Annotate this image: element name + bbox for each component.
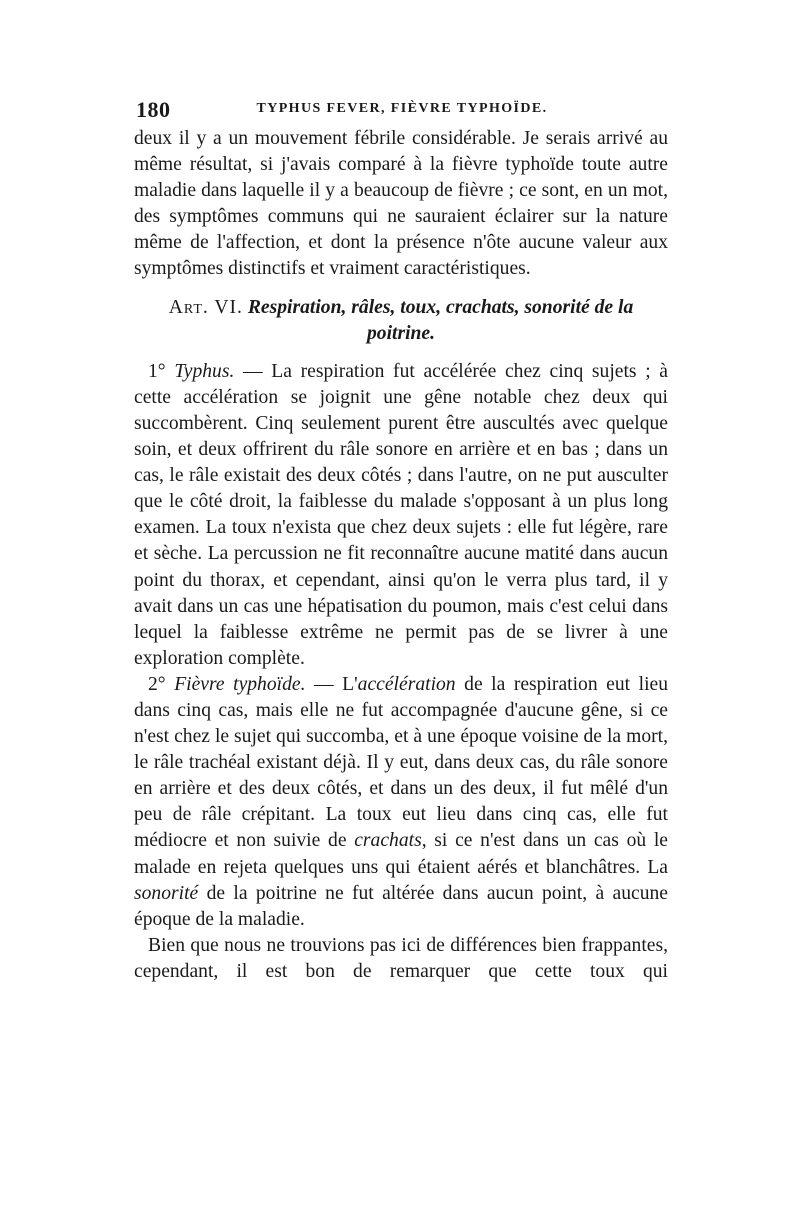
paragraph-fievre-typhoide: [134, 672, 668, 933]
italic-term: crachats: [354, 830, 422, 852]
item-number: 1°: [148, 360, 166, 382]
running-title: TYPHUS FEVER, FIÈVRE TYPHOÏDE.: [256, 101, 548, 116]
page-header: [136, 97, 668, 125]
item-label: Typhus.: [174, 360, 235, 382]
italic-term: accélération: [357, 673, 456, 695]
item-label: Fièvre typhoïde.: [174, 673, 306, 695]
paragraph-text: , si ce n'est dans un cas où le malade en rejeta quelques uns qui étaient aérés et blanchâtres. La: [134, 830, 668, 878]
paragraph-text: — La respiration fut accélérée chez cinq sujets ; à cette accélération se joignit une gêne notable chez deux qui succombèrent. Cinq seulement purent être auscultés avec quelque soin, et deux offrirent du râle sonore en arrière et en bas ; dans un cas, le râle existait des deux côtés ; dans l'autre, on ne put ausculter que le côté droit, la faiblesse du malade s'opposant à un plus long examen. La toux n'exista que chez deux sujets : elle fut légère, rare et sèche. La percussion ne fit reconnaître aucune matité dans aucun point du thorax, et cependant, ainsi qu'on le verra plus tard, il y avait dans un cas une hépatisation du poumon, mais c'est celui dans lequel la faiblesse extrême ne permit pas de se livrer à une exploration complète.: [134, 360, 668, 669]
item-number: 2°: [148, 673, 166, 695]
page-body: [134, 126, 668, 985]
paragraph-typhus: [134, 359, 668, 672]
italic-term: sonorité: [134, 882, 199, 904]
paragraph-continued: deux il y a un mouvement fébrile considérable. Je serais arrivé au même résultat, si j'avais comparé à la fièvre typhoïde toute autre maladie dans laquelle il y a beaucoup de fièvre ; ce sont, en un mot, des symptômes communs qui ne sauraient éclairer sur la nature même de l'affection, et dont la présence n'ôte aucune valeur aux symptômes distinctifs et vraiment caractéristiques.: [134, 128, 668, 280]
page-number: 180: [136, 97, 171, 122]
article-label: Art. VI.: [168, 296, 243, 318]
section-heading: [134, 295, 668, 347]
paragraph-final: Bien que nous ne trouvions pas ici de différences bien frappantes, cependant, il est bon de remarquer que cette toux qui: [134, 934, 668, 982]
paragraph-text: de la respiration eut lieu dans cinq cas, mais elle ne fut accompagnée d'aucune gêne, si ce n'est chez le sujet qui succomba, et à une époque voisine de la mort, le râle trachéal existant déjà. Il y eut, dans deux cas, du râle sonore en arrière et des deux côtés, et dans un des deux, il fut mêlé d'un peu de râle crépitant. La toux eut lieu dans cinq cas, elle fut médiocre et non suivie de: [134, 673, 669, 852]
paragraph-text: de la poitrine ne fut altérée dans aucun point, à aucune époque de la maladie.: [134, 882, 668, 930]
section-title: Respiration, râles, toux, crachats, sonorité de la poitrine.: [247, 296, 634, 344]
dash-text: — L': [305, 673, 358, 695]
